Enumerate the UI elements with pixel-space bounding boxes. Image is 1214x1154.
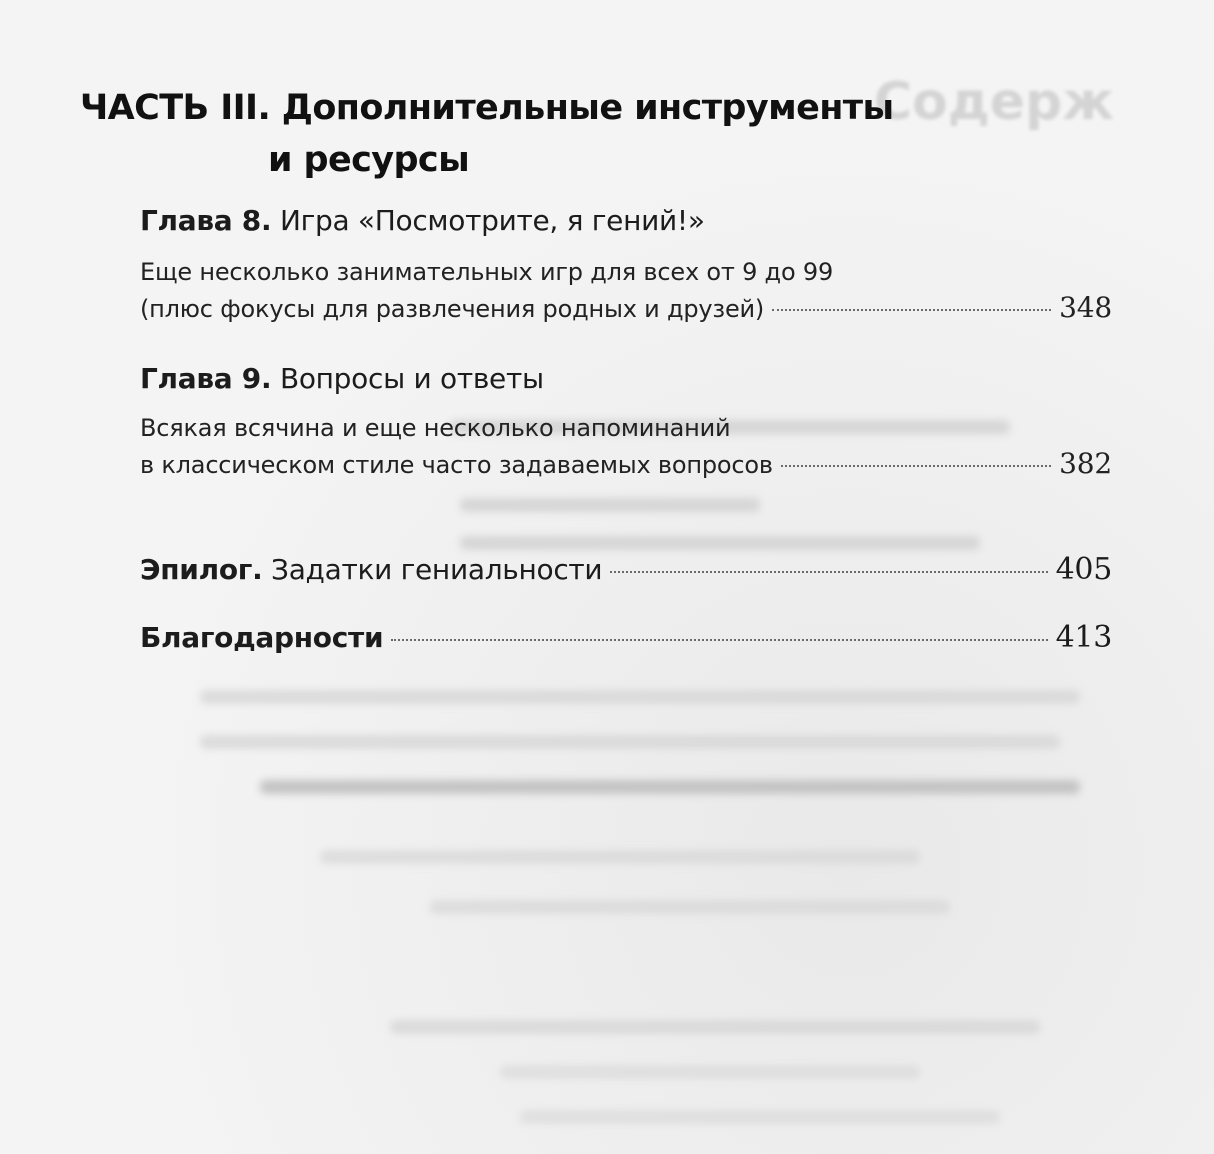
dot-leader [781,465,1051,467]
dot-leader [772,309,1051,311]
chapter-9-title: Вопросы и ответы [279,362,544,395]
bleed-through-line [500,1065,920,1079]
chapter-8-heading [140,204,705,237]
chapter-9-sub-line2: в классическом стиле часто задаваемых вопросов [140,451,773,479]
acknowledgements-entry [140,620,1112,655]
chapter-9-description [140,410,1112,483]
part-title-line2: и ресурсы [268,140,470,180]
bleed-through-line [200,690,1080,704]
chapter-9-toc-line [140,446,1112,483]
chapter-8-description [140,254,1112,327]
bleed-through-heading: Содерж [873,72,1114,132]
chapter-8-title: Игра «Посмотрите, я гений!» [279,204,705,237]
chapter-9-label: Глава 9. [140,362,272,395]
bleed-through-line [390,1020,1040,1034]
chapter-9-page-number: 382 [1059,447,1112,480]
epilogue-entry [140,552,1112,587]
chapter-8-sub-line2: (плюс фокусы для развлечения родных и друзей) [140,295,765,323]
chapter-9-sub-line1: Всякая всячина и еще несколько напоминаний [140,414,731,442]
dot-leader [610,571,1047,573]
chapter-8-sub-line1: Еще несколько занимательных игр для всех от 9 до 99 [140,258,834,286]
chapter-9-heading [140,362,544,395]
bleed-through-line [260,780,1080,794]
bleed-through-line [460,536,980,550]
part-title [80,82,894,186]
dot-leader [391,639,1047,641]
epilogue-label: Эпилог. [140,553,263,586]
bleed-through-line [520,1110,1000,1124]
epilogue-page-number: 405 [1055,552,1112,587]
acknowledgements-page-number: 413 [1055,620,1112,655]
chapter-8-label: Глава 8. [140,204,272,237]
bleed-through-line [320,850,920,864]
part-title-line1: ЧАСТЬ III. Дополнительные инструменты [80,88,894,128]
bleed-through-line [430,900,950,914]
chapter-8-toc-line [140,290,1112,327]
acknowledgements-label: Благодарности [140,621,384,654]
bleed-through-line [200,735,1060,749]
epilogue-title: Задатки гениальности [271,553,603,586]
chapter-8-page-number: 348 [1059,291,1112,324]
epilogue-toc-line [140,552,1112,587]
bleed-through-line [460,498,760,512]
acknowledgements-toc-line [140,620,1112,655]
